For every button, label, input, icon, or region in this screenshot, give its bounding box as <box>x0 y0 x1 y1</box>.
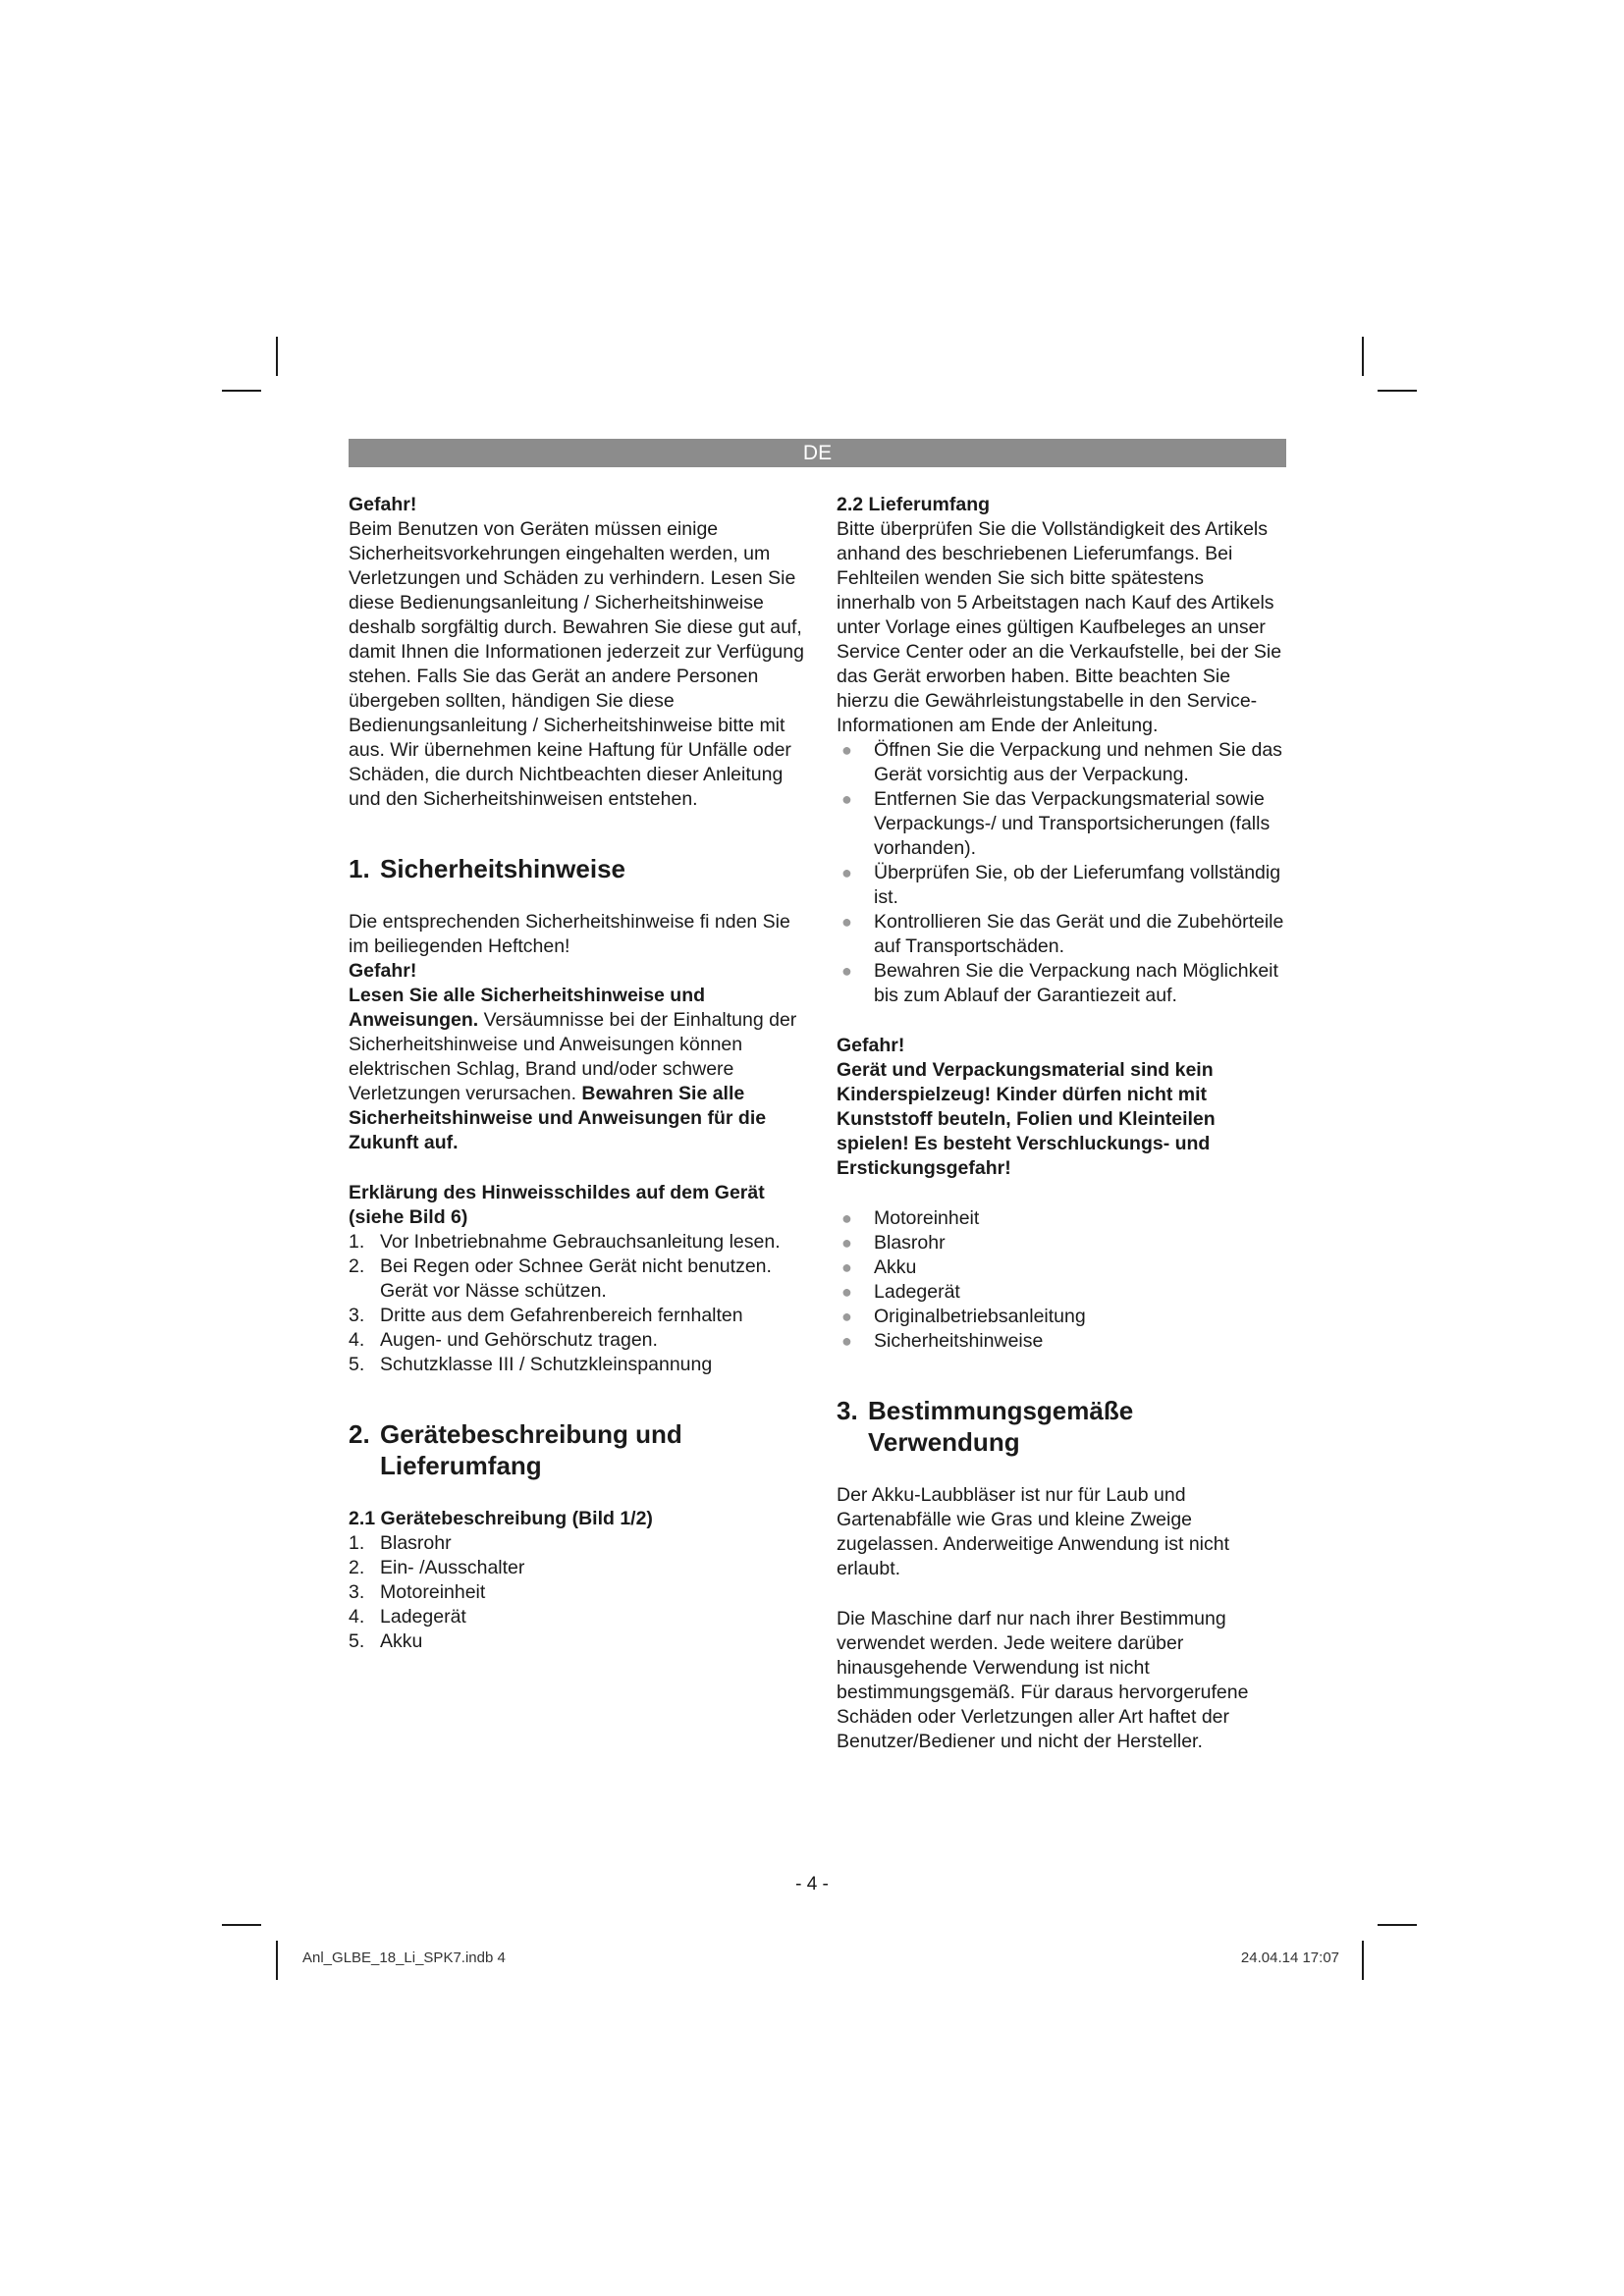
list-item: 1. Vor Inbetriebnahme Gebrauchsanleitung lesen. <box>349 1231 781 1253</box>
bullet-icon: ● <box>841 863 852 882</box>
list-item: 5. Akku <box>349 1630 423 1652</box>
list-item: ● Öffnen Sie die Verpackung und nehmen Sie das Gerät vorsichtig aus der Verpackung. <box>841 739 1282 785</box>
list-item: ● Ladegerät <box>841 1281 960 1303</box>
bullet-icon: ● <box>841 789 852 809</box>
crop-mark <box>1362 1941 1364 1980</box>
crop-mark <box>222 390 261 392</box>
footer-filename: Anl_GLBE_18_Li_SPK7.indb 4 <box>302 1949 506 1966</box>
section-2-1-title: 2.1 Gerätebeschreibung (Bild 1/2) <box>349 1508 653 1529</box>
right-column <box>837 493 1286 1754</box>
page-number: - 4 - <box>795 1874 829 1895</box>
sign-explanation-list <box>349 1230 805 1377</box>
list-item: ● Motoreinheit <box>841 1207 980 1229</box>
device-parts-list <box>349 1531 805 1654</box>
section-2-heading: 2. Gerätebeschreibung und Lieferumfang <box>349 1419 682 1480</box>
crop-mark <box>276 337 278 376</box>
bullet-icon: ● <box>841 912 852 932</box>
list-item: 4. Ladegerät <box>349 1606 466 1628</box>
list-item: ● Entfernen Sie das Verpackungsmaterial sowie Verpackungs-/ und Transportsicherungen (falls vorhanden). <box>841 788 1271 859</box>
bullet-icon: ● <box>841 1331 852 1351</box>
crop-mark <box>1362 337 1364 376</box>
crop-mark <box>276 1941 278 1980</box>
list-item: 3. Motoreinheit <box>349 1581 486 1603</box>
section-1-intro: Die entsprechenden Sicherheitshinweise fi nden Sie im beiliegenden Heftchen! <box>349 911 790 957</box>
list-item: ● Sicherheitshinweise <box>841 1330 1044 1352</box>
language-header-bar <box>349 439 1286 467</box>
list-item: 5. Schutzklasse III / Schutzkleinspannung <box>349 1354 713 1375</box>
list-item: ● Akku <box>841 1256 917 1278</box>
section-3-paragraph: Der Akku-Laubbläser ist nur für Laub und Gartenabfälle wie Gras und kleine Zweige zugelassen. Anderweitige Anwendung ist nicht erlaubt. <box>837 1484 1230 1579</box>
section-2-2-text: Bitte überprüfen Sie die Vollständigkeit des Artikels anhand des beschriebenen Lieferumfangs. Bei Fehlteilen wenden Sie sich bitte spätestens innerhalb von 5 Arbeitstagen nach Kauf des Artikels unter Vorlage eines gültigen Kaufbeleges an unser Service Center oder an die Verkaufstelle, bei der Sie das Gerät erworben haben. Bitte beachten Sie hierzu die Gewährleistungstabelle in den Service-Informationen am Ende der Anleitung. <box>837 518 1282 736</box>
list-item: ● Überprüfen Sie, ob der Lieferumfang vollständig ist. <box>841 862 1281 908</box>
crop-mark <box>222 1924 261 1926</box>
bullet-icon: ● <box>841 961 852 981</box>
delivery-contents-list <box>837 1206 1286 1354</box>
bullet-icon: ● <box>841 1233 852 1253</box>
list-item: 4. Augen- und Gehörschutz tragen. <box>349 1329 658 1351</box>
list-item: ● Kontrollieren Sie das Gerät und die Zubehörteile auf Transportschäden. <box>841 911 1284 957</box>
section-3-paragraph: Die Maschine darf nur nach ihrer Bestimmung verwendet werden. Jede weitere darüber hinausgehende Verwendung ist nicht bestimmungsgemäß. Für daraus hervorgerufene Schäden oder Verletzungen aller Art haftet der Benutzer/Bediener und nicht der Hersteller. <box>837 1608 1249 1752</box>
danger-text: Gerät und Verpackungsmaterial sind kein Kinderspielzeug! Kinder dürfen nicht mit Kunststoff beuteln, Folien und Kleinteilen spielen! Es besteht Verschluckungs- und Erstickungsgefahr! <box>837 1059 1216 1179</box>
list-item: 2. Ein- /Ausschalter <box>349 1557 525 1578</box>
danger-title: Gefahr! <box>349 494 417 515</box>
section-1-heading: 1. Sicherheitshinweise <box>349 854 625 883</box>
list-item: 1. Blasrohr <box>349 1532 452 1554</box>
section-2-2-title: 2.2 Lieferumfang <box>837 494 991 515</box>
language-code: DE <box>802 441 833 464</box>
list-item: ● Blasrohr <box>841 1232 946 1254</box>
section-1-danger-title: Gefahr! <box>349 960 417 982</box>
list-item: 2. Bei Regen oder Schnee Gerät nicht benutzen. Gerät vor Nässe schützen. <box>349 1255 772 1302</box>
danger-title: Gefahr! <box>837 1035 905 1056</box>
section-1-warning: Lesen Sie alle Sicherheitshinweise und Anweisungen. Versäumnisse bei der Einhaltung der Sicherheitshinweise und Anweisungen können elektrischen Schlag, Brand und/oder schwere Verletzungen verursachen. Bewahren Sie alle Sicherheitshinweise und Anweisungen für die Zukunft auf. <box>349 985 797 1153</box>
left-column <box>349 493 805 1654</box>
bullet-icon: ● <box>841 1282 852 1302</box>
section-3-heading: 3. Bestimmungsgemäße Verwendung <box>837 1396 1134 1457</box>
bullet-icon: ● <box>841 740 852 760</box>
list-item: 3. Dritte aus dem Gefahrenbereich fernhalten <box>349 1305 743 1326</box>
list-item: ● Bewahren Sie die Verpackung nach Möglichkeit bis zum Ablauf der Garantiezeit auf. <box>841 960 1278 1006</box>
unpacking-steps-list <box>837 738 1286 1008</box>
crop-mark <box>1378 390 1417 392</box>
crop-mark <box>1378 1924 1417 1926</box>
bullet-icon: ● <box>841 1257 852 1277</box>
footer-timestamp: 24.04.14 17:07 <box>1240 1949 1339 1966</box>
bullet-icon: ● <box>841 1307 852 1326</box>
danger-text: Beim Benutzen von Geräten müssen einige Sicherheitsvorkehrungen eingehalten werden, um Verletzungen und Schäden zu verhindern. Lesen Sie diese Bedienungsanleitung / Sicherheitshinweise deshalb sorgfältig durch. Bewahren Sie diese gut auf, damit Ihnen die Informationen jederzeit zur Verfügung stehen. Falls Sie das Gerät an andere Personen übergeben sollten, händigen Sie diese Bedienungsanleitung / Sicherheitshinweise bitte mit aus. Wir übernehmen keine Haftung für Unfälle oder Schäden, die durch Nichtbeachten dieser Anleitung und den Sicherheitshinweisen entstehen. <box>349 518 804 810</box>
sign-explanation-title: Erklärung des Hinweisschildes auf dem Gerät (siehe Bild 6) <box>349 1182 765 1228</box>
bullet-icon: ● <box>841 1208 852 1228</box>
list-item: ● Originalbetriebsanleitung <box>841 1306 1086 1327</box>
